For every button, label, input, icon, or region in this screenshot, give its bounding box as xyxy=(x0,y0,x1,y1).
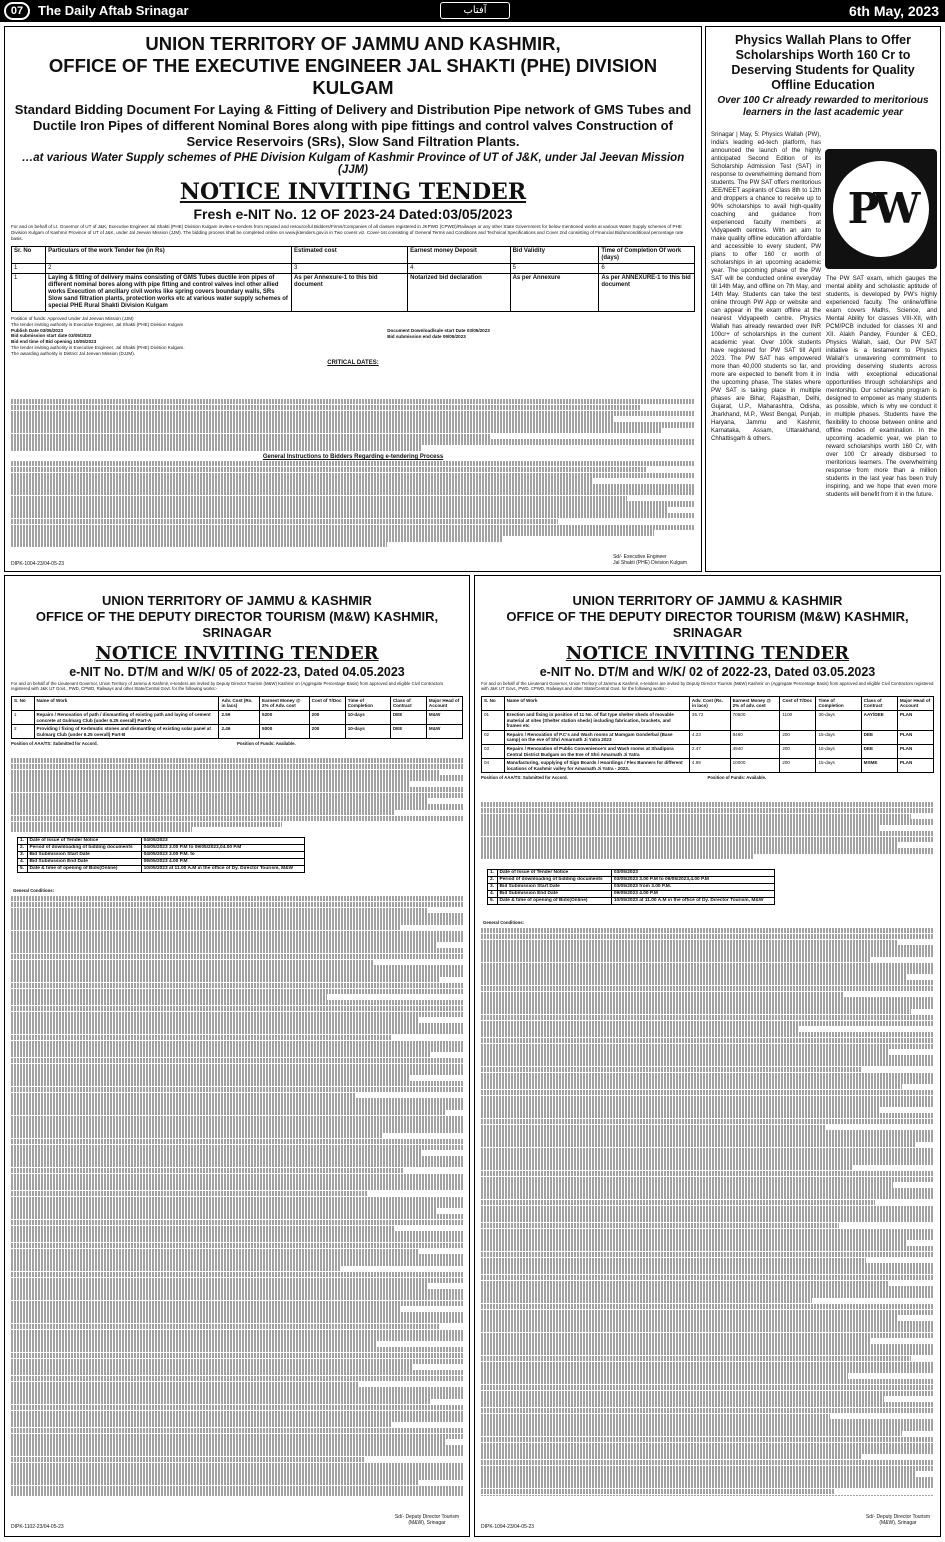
table-header: Estimated cost xyxy=(292,246,408,263)
article-column-1: Srinagar | May, 5: Physics Wallah (PW), India's leading ed-tech platform, has announced the launch of the highly anticipated Second Edition of its Scholarship Admission Test (SAT) in response to overwhelming demand from students. The PW SAT offers meritorious JEE/NEET aspirants of Class 8th to 12th and droppers a chance to receive up to 90% scholarships to avail high-quality coaching and guidance from experienced faculty members at Vidyapeeth centres. With an aim to make quality offline education affordable and accessible to every student, PW plans to offer 160 cr worth of scholarships in an upcoming academic year. The upcoming phase of the PW SAT will be conducted online everyday till 14th May, and offline on 7th May, and 14th May. Students can take the test online through PW App or website and can appear in the exam offline at the nearest Vidyapeeth centre. Physics Wallah has already rewarded over INR 100cr+ of scholarships in the current academic year. Over 100k students have registered for PW SAT till April 2023. The PW SAT has empowered more than 40,000 students so far, and more are expected to benefit from it in the upcoming phase. The states where PW SAT is taking place in multiple phases are Bihar, Rajasthan, Delhi, Gujarat, U.P., Maharashtra, Odisha, Jharkhand, M.P., West Bengal, Punjab, Haryana, Jammu and Kashmir, Karnataka, Assam, Uttarakhand, Chhattisgarh & others. xyxy=(711,131,821,442)
table-header: Cost of T/Doc xyxy=(309,696,345,710)
table-cell: As per ANNEXURE-1 to this bid document xyxy=(599,273,695,311)
table-header: Name of Work xyxy=(34,696,219,710)
tender-scheme: …at various Water Supply schemes of PHE Division Kulgam of Kashmir Province of UT of J&K, under Jal Jeevan Mission (JJM) xyxy=(21,152,685,176)
table-row xyxy=(18,859,305,866)
works-table xyxy=(11,696,463,740)
table-cell: PLAN xyxy=(897,730,933,744)
signature-line: (M&W), Srinagar xyxy=(408,1520,446,1526)
signature-line: Sd/- Deputy Director Tourism xyxy=(394,1514,459,1520)
table-header: Particulars of the work Tender fee (in Rs) xyxy=(46,246,292,263)
table-index: 3 xyxy=(292,263,408,273)
tender-title-line1: UNION TERRITORY OF JAMMU & KASHMIR xyxy=(572,593,843,608)
table-cell: Providing / fixing of Kerbmatic stones and dismantling of existing solar panel at Gulmarg Club (under 6.25 overall) Part-B xyxy=(34,725,219,739)
tourism-tender-05 xyxy=(4,575,470,1537)
signature-line: Sd/- Deputy Director Tourism xyxy=(865,1514,930,1520)
table-row xyxy=(482,744,934,758)
tourism-tender-02 xyxy=(474,575,941,1537)
table-header: S. No xyxy=(12,696,35,710)
masthead xyxy=(0,0,945,22)
table-header: Class of Contract xyxy=(861,696,897,710)
tourism-signature xyxy=(395,1514,459,1526)
position-block xyxy=(11,316,695,357)
table-cell: Erection and fixing in position of 11 No. of flat type shelter sheds of movable material at sites (Shelter station sheds) including fabrication, brackets, and frames etc xyxy=(504,711,689,731)
table-cell: 200 xyxy=(780,730,816,744)
table-cell: 3. xyxy=(488,884,498,891)
table-cell: 01 xyxy=(482,711,505,731)
table-cell: 1 xyxy=(12,711,35,725)
table-cell: Bid Submission Start Date xyxy=(27,852,141,859)
table-header: S. No xyxy=(482,696,505,710)
article-column-2: The PW SAT exam, which gauges the mental ability and scholastic aptitude of students, is developed by PW's highly experienced faculty. The online/offline exam covers Maths, Science, and Mental Ability for classes VIII-XII, with PCM/PCB included for classes XI and XII. Alakh Pandey, Founder & CEO, Physics Wallah, said, Our PW SAT initiative is a testament to Physics Wallah's unwavering commitment to providing deserving students across India with exceptional educational opportunities through scholarships and mentorship. Our scholarship program is designed to empower as many students as possible, which is why we conduct it in multiple phases. Students have the flexibility to choose between online and offline modes of examination. In the upcoming academic year, we plan to reward scholarships worth 160 Cr, with over 100 Cr already disbursed to meritorious learners. The overwhelming response from more than a million students in the last year has been truly inspiring, and we hope that even more students will benefit from it in the future. xyxy=(826,275,937,498)
table-cell: 02 xyxy=(482,730,505,744)
table-header: Bid Validity xyxy=(510,246,599,263)
position-line: The awarding authority is District Jal Jeevan Mission (DJJM). xyxy=(11,351,136,357)
tender-title-line1: UNION TERRITORY OF JAMMU AND KASHMIR, xyxy=(145,33,561,54)
table-cell: 03/05/2023 3.00 P.M to 09/05/2023,4.00 P.M xyxy=(611,877,774,884)
table-cell: 30-days xyxy=(816,711,861,731)
table-header: Adv. Cost (Rs. in lacs) xyxy=(219,696,260,710)
tender-intro: For and on behalf of the Lieutenant Governor, Union Territory of Jammu & Kashmir, e-tenders are invited by Deputy Director Tourism (M&W) Kashmir on (Aggregate Percentage Basis) from approved and eligible Civil Contractors registered with J&K UT Govt., PWD, CPWD, Railways and other State/Central Govt. for the following works:- xyxy=(481,681,934,692)
physics-wallah-article xyxy=(705,26,941,572)
table-cell: 1 xyxy=(12,273,46,311)
table-cell: Repairs / Renovation of P.C's and Wash rooms at Mamgam Gonderbal (Base camp) on the eve of Shri Amarnath Ji Yatra 2023 xyxy=(504,730,689,744)
table-cell: 15-days xyxy=(816,730,861,744)
general-conditions-text xyxy=(11,896,463,1496)
table-header: Time of Completion xyxy=(816,696,861,710)
tender-nit-number: e-NIT No. DT/M and W/K/ 05 of 2022-23, Dated 04.05.2023 xyxy=(69,665,405,679)
table-cell: 04/05/2023 3.00 P.M. to xyxy=(141,852,304,859)
article-title: Physics Wallah Plans to Offer Scholarships Worth 160 Cr to Deserving Students for Quality Offline Education xyxy=(731,33,915,92)
table-cell: 04/05/2023 xyxy=(141,838,304,845)
table-row xyxy=(482,759,934,773)
table-cell: 1. xyxy=(488,870,498,877)
table-header: Time of Completion xyxy=(345,696,390,710)
tender-nit-number: Fresh e-NIT No. 12 OF 2023-24 Dated:03/05/2023 xyxy=(193,206,513,222)
tender-title-line2: OFFICE OF THE DEPUTY DIRECTOR TOURISM (M&W) KASHMIR, SRINAGAR xyxy=(35,609,439,640)
table-header: Cost of T/Doc xyxy=(780,696,816,710)
table-cell: As per Annexure-1 to this bid document xyxy=(292,273,408,311)
table-header: Major Head of Account xyxy=(897,696,933,710)
table-cell: 03 xyxy=(482,744,505,758)
tourism-signature xyxy=(866,1514,930,1526)
table-row xyxy=(488,870,775,877)
table-header: Time of Completion Of work (days) xyxy=(599,246,695,263)
table-cell: 5. xyxy=(488,898,498,905)
table-header: Class of Contract xyxy=(390,696,426,710)
table-header: Adv. Cost (Rs. in lacs) xyxy=(689,696,730,710)
table-cell: Notarized bid declaration xyxy=(408,273,510,311)
terms-text xyxy=(481,802,934,864)
table-cell: Manufacturing, supplying of Sign Boards / Hoardings / Flex Banners for different locations of Kashmir valley for Amarnath Ji Yatra - 2023. xyxy=(504,759,689,773)
table-cell: 5000 xyxy=(260,725,310,739)
table-cell: PLAN xyxy=(897,744,933,758)
table-header: Earnest Money @ 2% of adv. cost xyxy=(730,696,780,710)
position-line: Bid submission start date 03/05/2023 xyxy=(11,333,92,339)
table-cell: 200 xyxy=(309,725,345,739)
table-cell: PLAN xyxy=(897,711,933,731)
table-index: 2 xyxy=(46,263,292,273)
table-cell: 10-days xyxy=(345,725,390,739)
table-row xyxy=(488,891,775,898)
table-cell: 5200 xyxy=(260,711,310,725)
tender-title-line2: OFFICE OF THE DEPUTY DIRECTOR TOURISM (M&W) KASHMIR, SRINAGAR xyxy=(506,609,909,640)
table-cell: Laying & fitting of delivery mains consisting of GMS Tubes ductile iron pipes of different nominal bores along with pipe fitting and control valves incl other allied works Execution of ancillary civil works like spring covers boundary walls, SRs Slow sand filtration plants, protection works etc at various water supply schemes of special PHE Rural Shakti Division Kulgam xyxy=(46,273,292,311)
table-cell: Bid Submission End Date xyxy=(497,891,611,898)
table-cell: DEE xyxy=(861,744,897,758)
table-row xyxy=(482,711,934,731)
tender-intro: For and on behalf of Lt. Governor of UT of J&K, Executive Engineer Jal Shakti (PHE) Division Kulgam invites e-tenders from reputed and resourceful Bidders/Firms/Companies of all classes registered in JKPWD (CPWD)/Railways or any other State Government for below mentioned works at various Water Supply schemes of PHE Division Kulgam of Kashmir Province of UT of J&K, under Jal Jeevan Mission (JJM). The bidding process shall be completed online on www.jktenders.gov.in in Two covers viz. Cover-1st consisting of General Terms and Conditions and Technical Specifications and Cover 2nd consisting of Financial Bid/unconditional percentage rate basis. xyxy=(11,224,684,241)
table-cell: 10/05/2023 at 11.00 A.M in the office of Dy. Director Tourism, M&W xyxy=(141,866,304,873)
pw-logo-text: PW xyxy=(847,184,915,233)
table-cell: 04 xyxy=(482,759,505,773)
tender-title-line2: OFFICE OF THE EXECUTIVE ENGINEER JAL SHAKTI (PHE) DIVISION KULGAM xyxy=(48,55,658,98)
table-cell: 10/05/2023 at 11.00 A.M in the office of Dy. Director Tourism, M&W xyxy=(611,898,774,905)
table-cell: Period of downloading of bidding documents xyxy=(27,845,141,852)
position-line xyxy=(481,775,934,780)
table-cell: 10-days xyxy=(345,711,390,725)
table-cell: DEE xyxy=(861,730,897,744)
general-conditions-heading: General Conditions: xyxy=(13,888,55,893)
dipk-number: DIPK-1004-23/04-05-23 xyxy=(11,561,65,567)
table-cell: Repairs / Renovation of path / dismantling of existing path and laying of cement concrete at Gulmarg Club (under 6.25 overall) Part-A xyxy=(34,711,219,725)
table-cell: Date & time of opening of Bids(Online) xyxy=(497,898,611,905)
table-cell: 10000 xyxy=(730,759,780,773)
general-instructions-text xyxy=(11,461,695,553)
table-cell: 04/05/2023 3.00 P.M to 09/05/2023,04.00 P.M xyxy=(141,845,304,852)
table-index: 4 xyxy=(408,263,510,273)
tender-subject: Standard Bidding Document For Laying & Fitting of Delivery and Distribution Pipe network of GMS Tubes and Ductile Iron Pipes of different Nominal Bores along with pipe fittings and control valves Construction of Service Reservoirs (SRs), Slow Sand Filtration Plants. xyxy=(14,102,692,149)
table-row xyxy=(12,725,463,739)
works-table xyxy=(11,246,695,312)
table-cell: 35.72 xyxy=(689,711,730,731)
table-cell: 4. xyxy=(18,859,28,866)
table-cell: 2.46 xyxy=(219,725,260,739)
table-cell: 200 xyxy=(780,744,816,758)
position-line: The tender inviting authority is Executive Engineer, Jal Shakti (PHE) Division Kulgam xyxy=(11,321,184,327)
works-table xyxy=(481,696,934,774)
tender-heading: NOTICE INVITING TENDER xyxy=(179,179,527,205)
tender-title-line1: UNION TERRITORY OF JAMMU & KASHMIR xyxy=(102,593,372,608)
table-cell: DEE xyxy=(390,725,426,739)
article-subtitle: Over 100 Cr already rewarded to meritorious learners in the last academic year xyxy=(717,95,929,118)
table-index: 6 xyxy=(599,263,695,273)
position-aaa: Position of AAA/TS: Submitted for Accord. xyxy=(481,775,568,781)
table-cell: 09/05/2023 4.00 P.M xyxy=(611,891,774,898)
table-cell: Repairs / Renovation of Public Convenience's and Wash rooms at Shadipora Central District Budgam on the Eve of Shri Amarnath Ji Yatra xyxy=(504,744,689,758)
general-conditions-heading: General Conditions: xyxy=(483,920,525,925)
table-cell: MSME xyxy=(861,759,897,773)
table-cell: 2 xyxy=(12,725,35,739)
table-cell: 4.23 xyxy=(689,730,730,744)
table-cell: 09/05/2023 4.00 P.M xyxy=(141,859,304,866)
phe-signature xyxy=(613,554,687,566)
position-line: Position of funds: Approved Under Jal Jeevan Mission (JJM) xyxy=(11,315,134,321)
table-cell: M&W xyxy=(426,711,462,725)
table-cell: 3. xyxy=(18,852,28,859)
table-cell: 1. xyxy=(18,838,28,845)
table-cell: 1100 xyxy=(780,711,816,731)
tender-heading: NOTICE INVITING TENDER xyxy=(565,643,850,664)
table-index: 1 xyxy=(12,263,46,273)
table-header: Name of Work xyxy=(504,696,689,710)
table-cell: 8460 xyxy=(730,730,780,744)
table-index: 5 xyxy=(510,263,599,273)
page-number: 07 xyxy=(4,2,30,20)
position-line: Publish Date 03/05/2023 xyxy=(11,327,64,333)
table-cell: 15-days xyxy=(816,759,861,773)
table-cell: 03/05/2023 xyxy=(611,870,774,877)
table-header: Major Head of Account xyxy=(426,696,462,710)
table-cell: 2.47 xyxy=(689,744,730,758)
table-row xyxy=(18,866,305,873)
table-cell: DEE xyxy=(390,711,426,725)
signature-line: Jal Shakti (PHE) Division Kulgam xyxy=(613,560,687,566)
table-header: Earnest money Deposit xyxy=(408,246,510,263)
table-header: Earnest Money @ 2% of Adv. cost xyxy=(260,696,310,710)
table-row xyxy=(488,898,775,905)
phe-tender-notice xyxy=(4,26,702,572)
table-cell: Date of Issue of Tender Notice xyxy=(497,870,611,877)
terms-text xyxy=(11,758,463,832)
table-cell: 15-days xyxy=(816,744,861,758)
table-cell: 4.99 xyxy=(689,759,730,773)
table-cell: Bid Submission Start Date xyxy=(497,884,611,891)
table-cell: As per Annexure xyxy=(510,273,599,311)
table-row xyxy=(18,838,305,845)
signature-line: (M&W), Srinagar xyxy=(879,1520,917,1526)
pw-logo-image xyxy=(825,149,937,269)
general-conditions-text xyxy=(481,928,934,1496)
dipk-number: DIPK-1094-23/04-05-23 xyxy=(481,1524,535,1530)
table-cell: 2. xyxy=(18,845,28,852)
table-cell: Date & time of opening of Bids(Online) xyxy=(27,866,141,873)
issue-date: 6th May, 2023 xyxy=(848,3,939,19)
newspaper-name: The Daily Aftab Srinagar xyxy=(38,3,189,18)
tender-intro: For and on behalf of the Lieutenant Governor, Union Territory of Jammu & Kashmir, e-tenders are invited by Deputy Director Tourism (M&W) Kashmir on (Aggregate Percentage Basis) from approved and eligible Civil Contractors registered with J&K UT Govt., PWD, CPWD, Railways and other State/Central Govt. for the following works:- xyxy=(11,681,444,692)
table-cell: 4. xyxy=(488,891,498,898)
table-cell: 5. xyxy=(18,866,28,873)
critical-dates-text xyxy=(11,399,695,451)
table-header: Sr. No xyxy=(12,246,46,263)
table-cell: 70500 xyxy=(730,711,780,731)
position-line: The tender inviting authority is Executive Engineer, Jal Shakti (PHE) Division Kulgam. xyxy=(11,345,185,351)
position-line: Bid submission end date 09/05/2023 xyxy=(387,333,466,339)
table-cell: 03/05/2023 from 3.00 P.M. xyxy=(611,884,774,891)
general-instructions-heading: General Instructions to Bidders Regarding e-tendering Process xyxy=(262,454,444,460)
position-line: Document Download/sale start Date 03/05/2023 xyxy=(387,327,490,333)
table-cell: Date of Issue of Tender Notice xyxy=(27,838,141,845)
tender-heading: NOTICE INVITING TENDER xyxy=(95,643,379,664)
dates-table xyxy=(487,869,775,905)
table-cell: 4940 xyxy=(730,744,780,758)
table-row xyxy=(488,877,775,884)
dates-table xyxy=(17,837,305,873)
position-line xyxy=(11,741,463,746)
position-funds: Position of Funds: Available. xyxy=(237,741,296,747)
table-row xyxy=(488,884,775,891)
position-line: Bid end time of Bid opening 10/05/2023 xyxy=(11,339,97,345)
newspaper-logo: آفتاب xyxy=(440,2,510,19)
position-aaa: Position of AAA/TS: Submitted for Accord. xyxy=(11,741,98,747)
critical-dates-heading: CRITICAL DATES: xyxy=(327,360,379,367)
position-funds: Position of Funds: Available. xyxy=(707,775,767,781)
table-cell: AAY/DEE xyxy=(861,711,897,731)
table-row xyxy=(18,845,305,852)
table-cell: Bid Submission End Date xyxy=(27,859,141,866)
table-cell: 2.59 xyxy=(219,711,260,725)
table-cell: 200 xyxy=(309,711,345,725)
signature-line: Sd/- Executive Engineer xyxy=(613,554,667,560)
table-cell: 2. xyxy=(488,877,498,884)
table-cell: 200 xyxy=(780,759,816,773)
dipk-number: DIPK-1102-23/04-05-23 xyxy=(11,1524,64,1530)
table-cell: PLAN xyxy=(897,759,933,773)
table-cell: M&W xyxy=(426,725,462,739)
table-row xyxy=(18,852,305,859)
table-row xyxy=(12,711,463,725)
tender-nit-number: e-NIT No. DT/M and W/K/ 02 of 2022-23, Dated 03.05.2023 xyxy=(539,665,876,679)
table-cell: Period of downloading of bidding documents xyxy=(497,877,611,884)
table-row xyxy=(482,730,934,744)
